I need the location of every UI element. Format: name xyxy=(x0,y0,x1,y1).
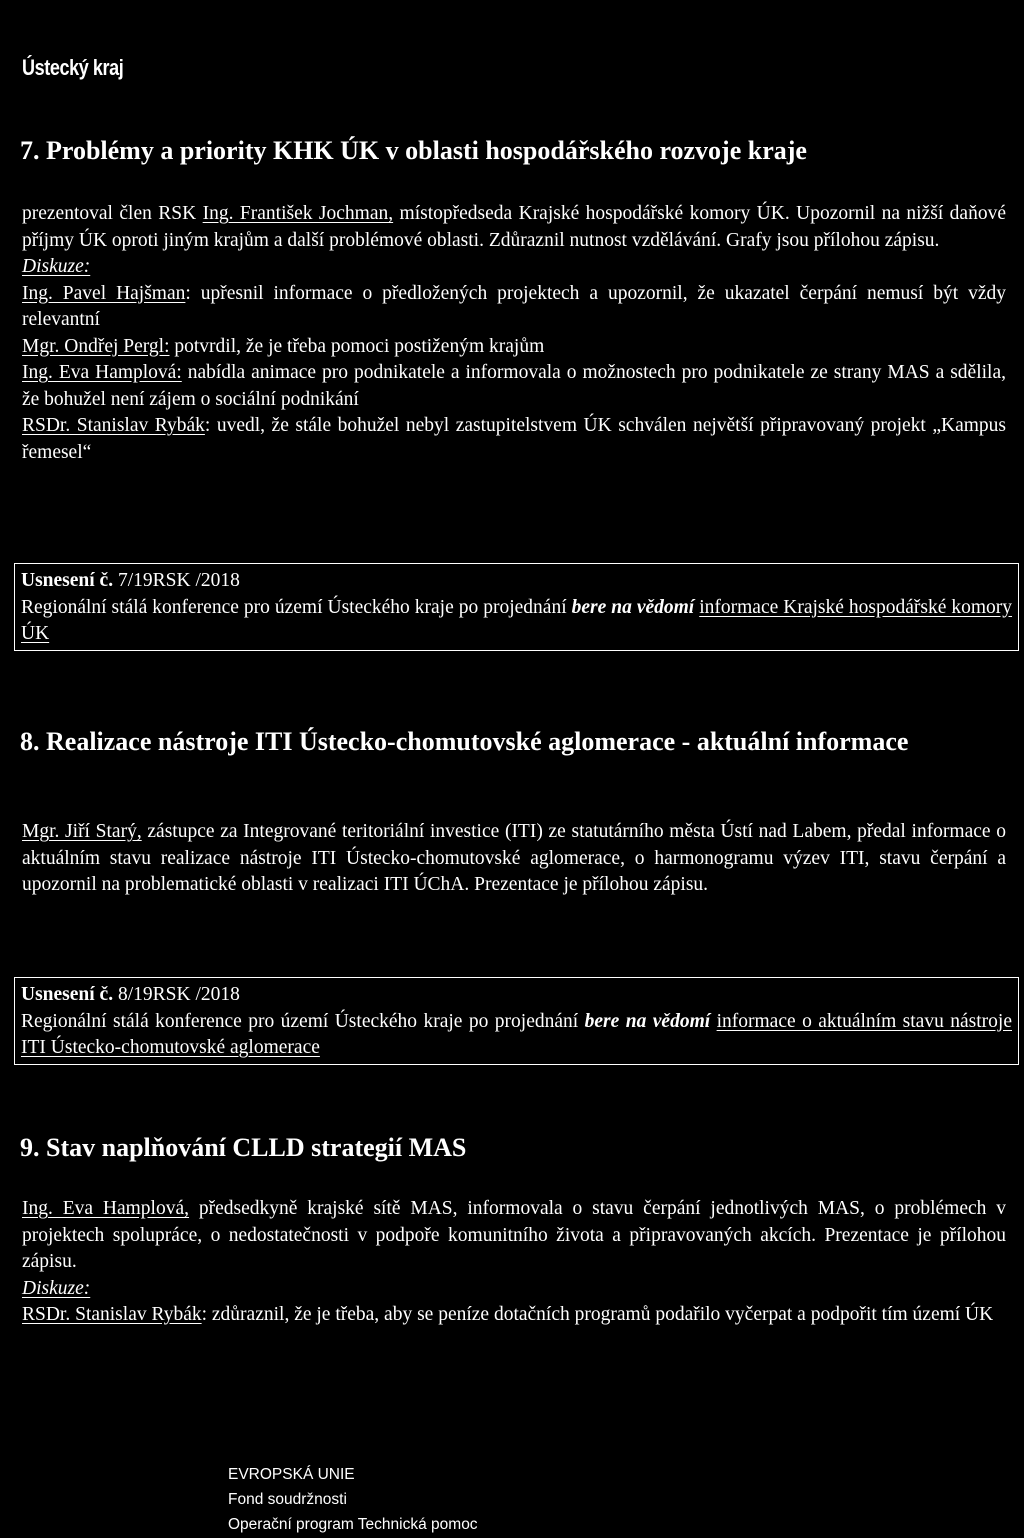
eu-footer xyxy=(228,1462,478,1537)
intro-pre: prezentoval člen RSK xyxy=(22,203,203,224)
resolution-emphasis: bere na vědomí xyxy=(584,1010,711,1032)
speaker-text: předsedkyně krajské sítě MAS, informovala o stavu čerpání jednotlivých MAS, o problémech v projektech spolupráce, o nedostatečnosti v podpoře komunitního života a připravovaných akcích. Prezentace je přílohou zápisu. xyxy=(22,1198,1006,1272)
region-logo: Ústecký kraj xyxy=(22,55,124,80)
speaker-text: : zdůraznil, že je třeba, aby se peníze dotačních programů podařilo vyčerpat a podpořit tím území ÚK xyxy=(201,1304,994,1325)
section-8-body xyxy=(22,819,1006,899)
resolution-label: Usnesení č. xyxy=(21,984,114,1005)
resolution-number: 8/19RSK /2018 xyxy=(113,984,240,1005)
section-9-body xyxy=(22,1196,1006,1329)
resolution-box-8 xyxy=(14,977,1019,1065)
intro-post: místopředseda Krajské hospodářské komory ÚK. Upozornil na nižší daňové příjmy ÚK oproti jiným krajům a další problémové oblasti. Zdůraznil nutnost vzdělávání. Grafy jsou přílohou zápisu. xyxy=(22,203,1006,251)
speaker-name: RSDr. Stanislav Rybák xyxy=(22,1304,202,1325)
resolution-number: 7/19RSK /2018 xyxy=(113,570,240,591)
resolution-label: Usnesení č. xyxy=(21,570,114,591)
discussion-label: Diskuze: xyxy=(22,256,91,277)
speaker-name: RSDr. Stanislav Rybák xyxy=(22,415,205,436)
discussion-label: Diskuze: xyxy=(22,1277,91,1299)
section-7-title: 7. Problémy a priority KHK ÚK v oblasti hospodářského rozvoje kraje xyxy=(20,136,807,165)
speaker-name: Ing. Pavel Hajšman xyxy=(22,282,186,304)
speaker-text: zástupce za Integrované teritoriální investice (ITI) ze statutárního města Ústí nad Labem, předal informace o aktuálním stavu realizace nástroje ITI Ústecko-chomutovské aglomerace, o harmonogramu výzev ITI, stavu čerpání a upozornil na problematické oblasti v realizaci ITI ÚChA. Prezentace je přílohou zápisu. xyxy=(22,821,1006,895)
presenter-name: Ing. František Jochman, xyxy=(202,203,394,224)
footer-line-3: Operační program Technická pomoc xyxy=(228,1516,478,1533)
speaker-name: Mgr. Jiří Starý, xyxy=(22,821,142,842)
section-8-title: 8. Realizace nástroje ITI Ústecko-chomutovské aglomerace - aktuální informace xyxy=(20,727,909,756)
resolution-emphasis: bere na vědomí xyxy=(571,596,695,618)
resolution-box-7 xyxy=(14,563,1019,651)
resolution-text: Regionální stálá konference pro území Ústeckého kraje po projednání xyxy=(21,1010,585,1032)
speaker-name: Mgr. Ondřej Pergl: xyxy=(22,335,170,357)
speaker-text: potvrdil, že je třeba pomoci postiženým krajům xyxy=(169,335,545,357)
resolution-text: Regionální stálá konference pro území Ústeckého kraje po projednání xyxy=(21,596,572,618)
section-9-title: 9. Stav naplňování CLLD strategií MAS xyxy=(20,1133,467,1162)
footer-line-2: Fond soudržnosti xyxy=(228,1491,347,1508)
resolution-subject: informace Krajské hospodářské komory ÚK xyxy=(21,596,1013,644)
resolution-subject: informace o aktuálním stavu nástroje ITI Ústecko-chomutovské aglomerace xyxy=(21,1010,1012,1058)
speaker-text: : upřesnil informace o předložených projektech a upozornil, že ukazatel čerpání nemusí být vždy relevantní xyxy=(22,282,1006,330)
footer-line-1: EVROPSKÁ UNIE xyxy=(228,1466,355,1483)
speaker-name: Ing. Eva Hamplová: xyxy=(22,362,182,383)
speaker-text: : uvedl, že stále bohužel nebyl zastupitelstvem ÚK schválen největší připravovaný projekt „Kampus řemesel“ xyxy=(22,415,1006,463)
speaker-name: Ing. Eva Hamplová, xyxy=(22,1198,190,1219)
speaker-text: nabídla animace pro podnikatele a informovala o možnostech pro podnikatele ze strany MAS a sdělila, že bohužel není zájem o sociální podnikání xyxy=(22,362,1006,410)
section-7-body xyxy=(22,201,1006,466)
